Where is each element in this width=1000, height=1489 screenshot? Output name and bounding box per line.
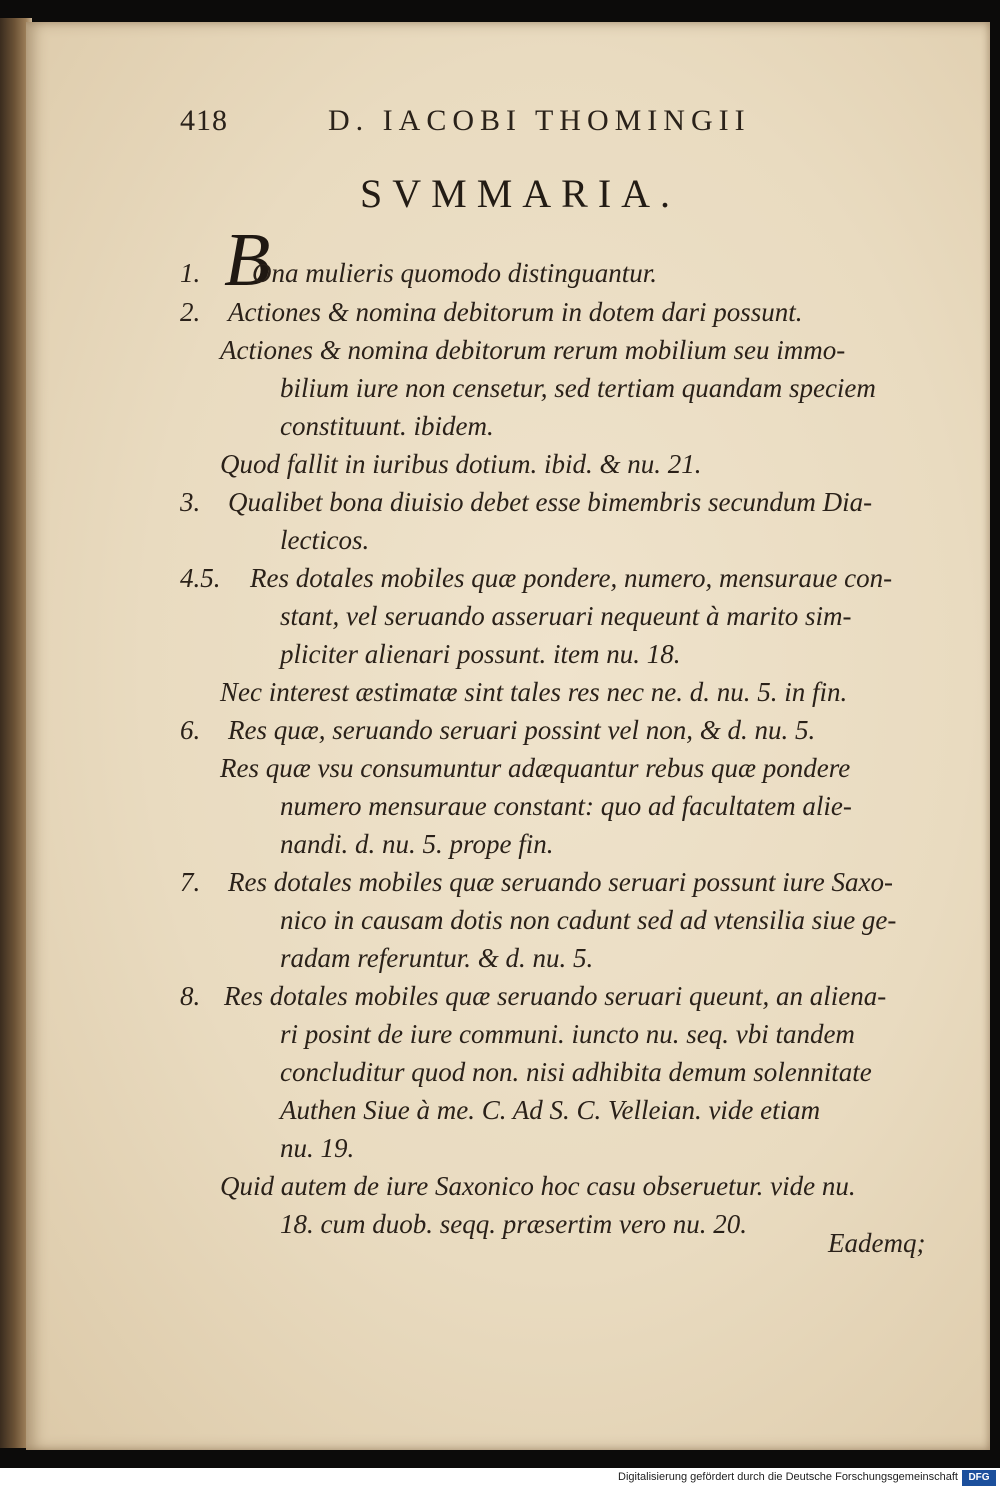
entry-line: Quod fallit in iuribus dotium. ibid. & nu. 21. xyxy=(220,449,702,479)
entry-line: Qualibet bona diuisio debet esse bimembris secundum Dia- xyxy=(228,487,873,517)
entry-number: 4.5. xyxy=(180,563,221,593)
entry-line: lecticos. xyxy=(280,525,370,555)
running-title: D. IACOBI THOMINGII xyxy=(328,104,751,137)
entry-line: concluditur quod non. nisi adhibita demum solennitate xyxy=(280,1057,872,1087)
entry-number: 7. xyxy=(180,867,201,897)
entry-line: radam referuntur. & d. nu. 5. xyxy=(280,943,594,973)
entry-line: Ona mulieris quomodo distinguantur. xyxy=(252,258,658,288)
entry-line: pliciter alienari possunt. item nu. 18. xyxy=(280,639,681,669)
entry-line: ri posint de iure communi. iuncto nu. seq. vbi tandem xyxy=(280,1019,855,1049)
entry-line: Actiones & nomina debitorum rerum mobilium seu immo- xyxy=(220,335,846,365)
entry-line: Authen Siue à me. C. Ad S. C. Velleian. vide etiam xyxy=(280,1095,821,1125)
entry-line: Res dotales mobiles quæ seruando seruari possunt iure Saxo- xyxy=(228,867,893,897)
section-heading: SVMMARIA. xyxy=(360,171,681,216)
entry-line: nandi. d. nu. 5. prope fin. xyxy=(280,829,554,859)
catchword: Eademq; xyxy=(828,1228,926,1258)
entry-line: 18. cum duob. seqq. præsertim vero nu. 20. xyxy=(280,1209,747,1239)
entry-line: Res quæ, seruando seruari possint vel non, & d. nu. 5. xyxy=(228,715,816,745)
entry-line: Quid autem de iure Saxonico hoc casu obseruetur. vide nu. xyxy=(220,1171,856,1201)
page-number: 418 xyxy=(180,104,228,137)
entry-line: constituunt. ibidem. xyxy=(280,411,494,441)
footer-bar xyxy=(0,1468,1000,1489)
entry-line: Nec interest æstimatæ sint tales res nec ne. d. nu. 5. in fin. xyxy=(220,677,848,707)
running-head xyxy=(180,104,870,144)
entry-line: Res dotales mobiles quæ pondere, numero, mensuraue con- xyxy=(250,563,893,593)
entry-number: 3. xyxy=(180,487,201,517)
funding-credit: Digitalisierung gefördert durch die Deutsche Forschungsgemeinschaft xyxy=(618,1471,958,1483)
entry-line: nu. 19. xyxy=(280,1133,355,1163)
entry-line: Res quæ vsu consumuntur adæquantur rebus quæ pondere xyxy=(220,753,851,783)
drop-cap: B xyxy=(224,218,271,302)
entry-number: 2. xyxy=(180,297,201,327)
entry-number: 6. xyxy=(180,715,201,745)
entry-line: Res dotales mobiles quæ seruando seruari queunt, an aliena- xyxy=(224,981,887,1011)
entry-line: stant, vel seruando asseruari nequeunt à marito sim- xyxy=(280,601,852,631)
dfg-logo: DFG xyxy=(962,1470,996,1486)
entry-line: nico in causam dotis non cadunt sed ad vtensilia siue ge- xyxy=(280,905,897,935)
entry-line: Actiones & nomina debitorum in dotem dari possunt. xyxy=(228,297,803,327)
entry-number: 1. xyxy=(180,258,201,288)
entry-number: 8. xyxy=(180,981,201,1011)
entry-line: bilium iure non censetur, sed tertiam quandam speciem xyxy=(280,373,876,403)
entry-line: numero mensuraue constant: quo ad facultatem alie- xyxy=(280,791,852,821)
